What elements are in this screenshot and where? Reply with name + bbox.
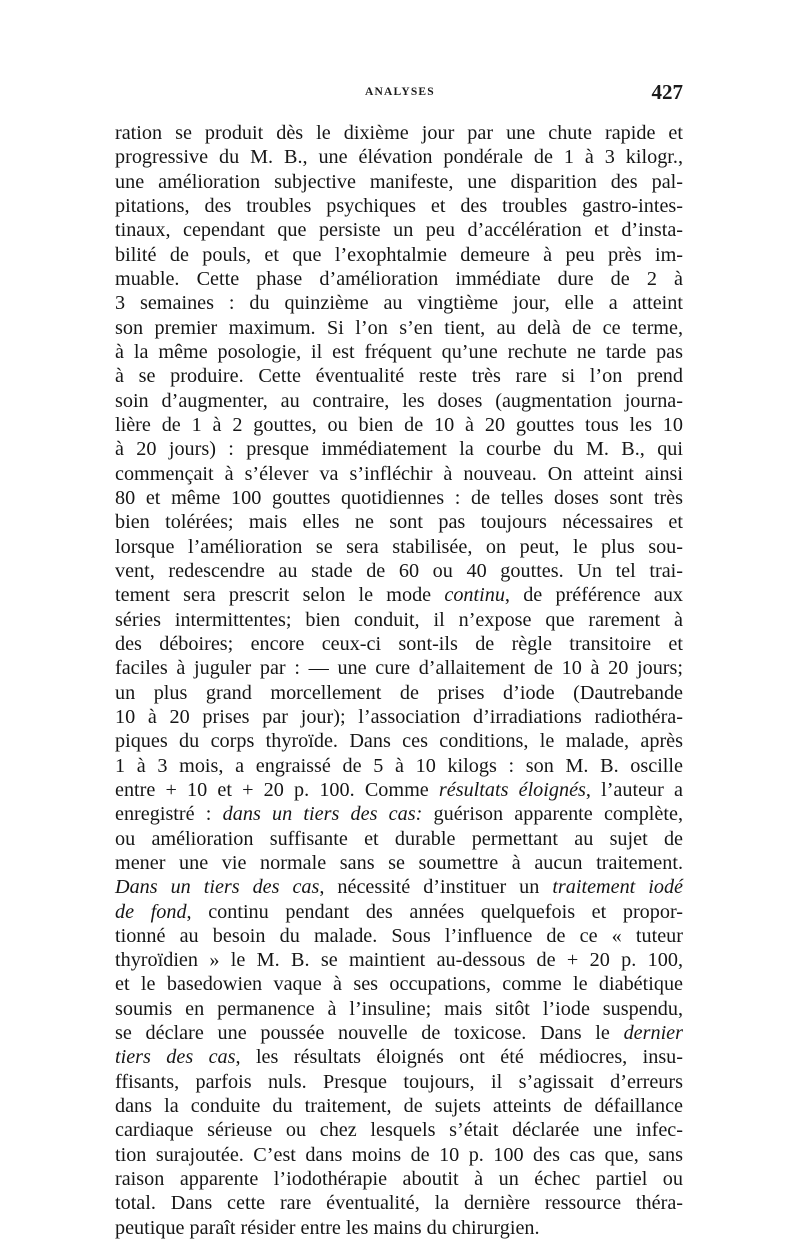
running-head: ANALYSES: [365, 86, 435, 98]
text-segment: pitations, des troubles psychiques et des troubles gastro-intes-: [115, 194, 683, 217]
text-line: [115, 778, 683, 802]
text-segment: guérison apparente complète,: [422, 803, 683, 826]
text-segment: commençait à s’élever va s’infléchir à nouveau. On atteint ainsi: [115, 462, 683, 485]
text-segment: soin d’augmenter, au contraire, les doses (augmentation journa-: [115, 389, 683, 412]
text-segment: bien tolérées; mais elles ne sont pas toujours nécessaires et: [115, 511, 683, 534]
text-line: [115, 729, 683, 753]
text-segment: tinaux, cependant que persiste un peu d’accélération et d’insta-: [115, 219, 683, 242]
text-segment: , continu pendant des années quelquefois et propor-: [186, 900, 683, 923]
text-segment: 80 et même 100 gouttes quotidiennes : de telles doses sont très: [115, 486, 683, 509]
text-line: [115, 243, 683, 267]
text-line: [115, 875, 683, 899]
text-line: [115, 218, 683, 242]
text-line: [115, 121, 683, 145]
text-line: [115, 827, 683, 851]
text-line: [115, 145, 683, 169]
text-line: [115, 559, 683, 583]
text-line: [115, 972, 683, 996]
text-segment: vent, redescendre au stade de 60 ou 40 gouttes. Un tel trai-: [115, 559, 683, 582]
text-line: [115, 1191, 683, 1215]
text-segment: un plus grand morcellement de prises d’iode (Dautrebande: [115, 681, 683, 704]
text-segment: 10 à 20 prises par jour); l’association d’irradiations radiothéra-: [115, 705, 683, 728]
text-segment: 3 semaines : du quinzième au vingtième jour, elle a atteint: [115, 292, 683, 315]
text-line: [115, 1118, 683, 1142]
text-line: [115, 389, 683, 413]
text-segment: , nécessité d’instituer un: [319, 876, 553, 899]
text-segment: tion surajoutée. C’est dans moins de 10 p. 100 des cas que, sans: [115, 1143, 683, 1166]
text-segment: tionné au besoin du malade. Sous l’influence de ce « tuteur: [115, 924, 683, 947]
text-segment: , de préférence aux: [504, 584, 684, 607]
text-line: [115, 851, 683, 875]
text-line: [115, 1094, 683, 1118]
text-segment: entre + 10 et + 20 p. 100. Comme: [115, 778, 439, 801]
text-segment: se déclare une poussée nouvelle de toxicose. Dans le: [115, 1022, 624, 1045]
italic-segment: tiers des cas: [115, 1046, 236, 1069]
text-segment: , l’auteur a: [585, 778, 683, 801]
text-segment: tement sera prescrit selon le mode: [115, 584, 445, 607]
text-segment: muable. Cette phase d’amélioration immédiate dure de 2 à: [115, 267, 683, 290]
text-segment: faciles à juguler par : — une cure d’allaitement de 10 à 20 jours;: [115, 657, 683, 680]
text-line: [115, 681, 683, 705]
text-line: [115, 705, 683, 729]
text-segment: bilité de pouls, et que l’exophtalmie demeure à peu près im-: [115, 243, 683, 266]
text-segment: son premier maximum. Si l’on s’en tient, au delà de ce terme,: [115, 316, 683, 339]
text-line: [115, 194, 683, 218]
text-segment: peutique paraît résider entre les mains du chirurgien.: [115, 1216, 540, 1239]
text-segment: ffisants, parfois nuls. Presque toujours, il s’agissait d’erreurs: [115, 1070, 683, 1093]
text-segment: cardiaque sérieuse ou chez lesquels s’était déclarée une infec-: [115, 1119, 683, 1142]
text-line: [115, 486, 683, 510]
text-line: [115, 1167, 683, 1191]
text-segment: dans la conduite du traitement, de sujets atteints de défaillance: [115, 1095, 683, 1118]
text-segment: raison apparente l’iodothérapie aboutit à un échec partiel ou: [115, 1168, 683, 1191]
text-segment: à 20 jours) : presque immédiatement la courbe du M. B., qui: [115, 438, 683, 461]
text-line: [115, 413, 683, 437]
text-line: [115, 1021, 683, 1045]
text-segment: progressive du M. B., une élévation pondérale de 1 à 3 kilogr.,: [115, 146, 683, 169]
text-line: [115, 948, 683, 972]
italic-segment: Dans un tiers des cas: [115, 876, 320, 899]
text-segment: 1 à 3 mois, a engraissé de 5 à 10 kilogs : son M. B. oscille: [115, 754, 683, 777]
text-segment: lorsque l’amélioration se sera stabilisée, on peut, le plus sou-: [115, 535, 683, 558]
text-segment: et le basedowien vaque à ses occupations, comme le diabétique: [115, 973, 683, 996]
text-segment: une amélioration subjective manifeste, une disparition des pal-: [115, 170, 683, 193]
italic-segment: dans un tiers des cas:: [222, 803, 423, 826]
italic-segment: continu: [444, 584, 505, 607]
page-number: 427: [651, 80, 683, 104]
text-line: [115, 608, 683, 632]
text-line: [115, 1070, 683, 1094]
text-segment: , les résultats éloignés ont été médiocres, insu-: [235, 1046, 683, 1069]
text-line: [115, 997, 683, 1021]
text-segment: des déboires; encore ceux-ci sont-ils de règle transitoire et: [115, 632, 683, 655]
text-segment: mener une vie normale sans se soumettre à aucun traitement.: [115, 851, 683, 874]
text-segment: ration se produit dès le dixième jour par une chute rapide et: [115, 122, 683, 144]
text-line: [115, 437, 683, 461]
text-line: [115, 267, 683, 291]
text-segment: lière de 1 à 2 gouttes, ou bien de 10 à 20 gouttes tous les 10: [115, 413, 683, 436]
text-segment: soumis en permanence à l’insuline; mais sitôt l’iode suspendu,: [115, 997, 683, 1020]
text-segment: thyroïdien » le M. B. se maintient au-dessous de + 20 p. 100,: [115, 949, 683, 972]
text-line: [115, 656, 683, 680]
text-line: [115, 900, 683, 924]
text-line: [115, 170, 683, 194]
text-line: [115, 535, 683, 559]
italic-segment: de fond: [115, 900, 187, 923]
text-segment: à se produire. Cette éventualité reste très rare si l’on prend: [115, 365, 683, 388]
text-line: [115, 802, 683, 826]
text-line: [115, 316, 683, 340]
text-segment: séries intermittentes; bien conduit, il n’expose que rarement à: [115, 608, 683, 631]
text-segment: à la même posologie, il est fréquent qu’une rechute ne tarde pas: [115, 340, 683, 363]
text-line: [115, 462, 683, 486]
italic-segment: traitement iodé: [552, 876, 684, 899]
text-line: [115, 632, 683, 656]
text-line: [115, 291, 683, 315]
text-segment: ou amélioration suffisante et durable permettant au sujet de: [115, 827, 683, 850]
text-line: [115, 924, 683, 948]
text-line: [115, 583, 683, 607]
text-line: [115, 754, 683, 778]
italic-segment: résultats éloignés: [438, 778, 586, 801]
text-line: [115, 1216, 683, 1240]
text-line: [115, 340, 683, 364]
body-text: [115, 121, 683, 1240]
text-segment: enregistré :: [115, 803, 223, 826]
text-line: [115, 1143, 683, 1167]
text-line: [115, 1045, 683, 1069]
text-segment: total. Dans cette rare éventualité, la dernière ressource théra-: [115, 1192, 683, 1215]
text-segment: piques du corps thyroïde. Dans ces conditions, le malade, après: [115, 730, 683, 753]
italic-segment: dernier: [623, 1022, 683, 1045]
text-line: [115, 510, 683, 534]
text-line: [115, 364, 683, 388]
page-header: [115, 82, 683, 108]
